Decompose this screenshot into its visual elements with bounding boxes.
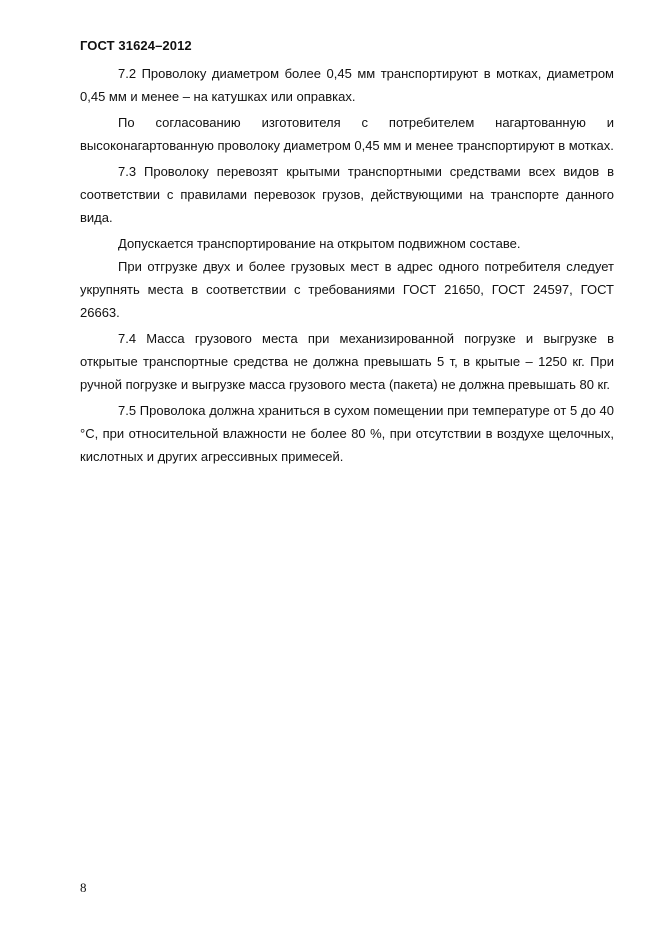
document-header-code: ГОСТ 31624–2012 — [80, 38, 192, 53]
paragraph-7-3-consolidation: При отгрузке двух и более грузовых мест в адрес одного потребителя следует укрупнять места в соответствии с требованиями ГОСТ 21650, ГОСТ 24597, ГОСТ 26663. — [80, 259, 614, 320]
paragraph-7-2: 7.2 Проволоку диаметром более 0,45 мм транспортируют в мотках, диаметром 0,45 мм и менее – на катушках или оправках. — [80, 66, 614, 104]
page-number: 8 — [80, 880, 87, 895]
document-body — [80, 62, 614, 468]
paragraph-7-3: 7.3 Проволоку перевозят крытыми транспортными средствами всех видов в соответствии с правилами перевозок грузов, действующими на транспорте данного вида. — [80, 164, 614, 225]
paragraph-7-3-open-transport: Допускается транспортирование на открытом подвижном составе. — [118, 236, 521, 251]
paragraph-7-2-agreement: По согласованию изготовителя с потребителем нагартованную и высоконагартованную проволоку диаметром 0,45 мм и менее транспортируют в мотках. — [80, 115, 614, 153]
paragraph-7-4: 7.4 Масса грузового места при механизированной погрузке и выгрузке в открытые транспортные средства не должна превышать 5 т, в крытые – 1250 кг. При ручной погрузке и выгрузке масса грузового места (пакета) не должна превышать 80 кг. — [80, 331, 614, 392]
paragraph-7-5: 7.5 Проволока должна храниться в сухом помещении при температуре от 5 до 40 °С, при относительной влажности не более 80 %, при отсутствии в воздухе щелочных, кислотных и других агрессивных примесей. — [80, 403, 614, 464]
